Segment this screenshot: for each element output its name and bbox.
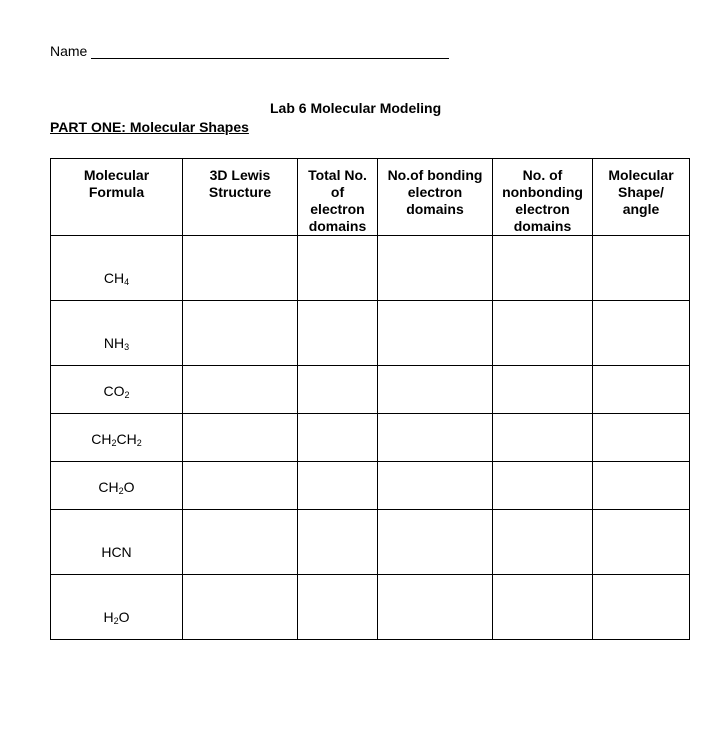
- formula-cell: [51, 236, 183, 301]
- answer-cell[interactable]: [378, 414, 493, 462]
- answer-cell[interactable]: [593, 301, 690, 366]
- answer-cell[interactable]: [593, 236, 690, 301]
- formula-text: [98, 479, 134, 509]
- answer-cell[interactable]: [378, 575, 493, 640]
- table-row: [51, 462, 690, 510]
- formula-cell: [51, 414, 183, 462]
- formula-part: O: [118, 609, 130, 625]
- table-header-row: [51, 159, 690, 236]
- answer-cell[interactable]: [493, 575, 593, 640]
- answer-cell[interactable]: [183, 462, 298, 510]
- answer-cell[interactable]: [493, 366, 593, 414]
- formula-subscript: 2: [113, 616, 119, 626]
- formula-part: CH: [116, 431, 137, 447]
- answer-cell[interactable]: [593, 366, 690, 414]
- answer-cell[interactable]: [298, 462, 378, 510]
- formula-cell: [51, 575, 183, 640]
- formula-part: O: [123, 479, 135, 495]
- formula-part: CH: [103, 270, 125, 286]
- formula-text: [104, 335, 129, 365]
- formula-cell: [51, 301, 183, 366]
- formula-text: [101, 544, 131, 574]
- answer-cell[interactable]: [493, 510, 593, 575]
- answer-cell[interactable]: [493, 301, 593, 366]
- formula-subscript: 2: [124, 390, 130, 400]
- column-header-line: domains: [308, 218, 367, 234]
- answer-cell[interactable]: [378, 366, 493, 414]
- answer-cell[interactable]: [378, 236, 493, 301]
- formula-subscript: 4: [124, 277, 130, 287]
- formula-subscript: 2: [136, 438, 142, 448]
- formula-part: CO: [103, 383, 125, 399]
- column-header: [298, 159, 378, 236]
- answer-cell[interactable]: [593, 462, 690, 510]
- column-header: [51, 159, 183, 236]
- column-header-line: electron: [515, 201, 570, 217]
- answer-cell[interactable]: [183, 366, 298, 414]
- formula-part: CH: [98, 479, 119, 495]
- column-header-line: No. of: [522, 167, 563, 183]
- column-header-line: Total No.: [308, 167, 367, 183]
- column-header-line: 3D Lewis: [209, 167, 271, 183]
- column-header-line: Formula: [88, 184, 145, 200]
- answer-cell[interactable]: [298, 414, 378, 462]
- formula-text: [104, 270, 129, 300]
- name-input-line[interactable]: [91, 42, 449, 59]
- formula-text: [91, 431, 142, 461]
- formula-cell: [51, 510, 183, 575]
- answer-cell[interactable]: [298, 575, 378, 640]
- answer-cell[interactable]: [493, 236, 593, 301]
- answer-cell[interactable]: [183, 301, 298, 366]
- column-header-line: domains: [406, 201, 464, 217]
- table-row: [51, 414, 690, 462]
- molecular-shapes-table: [50, 158, 690, 640]
- name-row: [50, 42, 449, 59]
- formula-text: [103, 609, 129, 639]
- table-row: [51, 236, 690, 301]
- answer-cell[interactable]: [183, 575, 298, 640]
- lab-title: Lab 6 Molecular Modeling: [270, 100, 442, 116]
- column-header-line: electron: [310, 201, 365, 217]
- answer-cell[interactable]: [493, 414, 593, 462]
- name-label: Name: [50, 43, 88, 59]
- answer-cell[interactable]: [378, 301, 493, 366]
- answer-cell[interactable]: [298, 510, 378, 575]
- answer-cell[interactable]: [593, 414, 690, 462]
- column-header: [378, 159, 493, 236]
- answer-cell[interactable]: [378, 510, 493, 575]
- column-header-line: electron: [407, 184, 463, 200]
- column-header-line: domains: [513, 218, 572, 234]
- column-header: [183, 159, 298, 236]
- column-header-line: Molecular: [608, 167, 674, 183]
- column-header-line: of: [330, 184, 345, 200]
- answer-cell[interactable]: [298, 236, 378, 301]
- formula-part: H: [103, 609, 114, 625]
- column-header: [493, 159, 593, 236]
- answer-cell[interactable]: [378, 462, 493, 510]
- formula-part: HCN: [101, 544, 132, 560]
- answer-cell[interactable]: [298, 301, 378, 366]
- table-row: [51, 301, 690, 366]
- answer-cell[interactable]: [298, 366, 378, 414]
- column-header-line: angle: [622, 201, 660, 217]
- column-header-line: Structure: [208, 184, 272, 200]
- formula-subscript: 2: [111, 438, 117, 448]
- answer-cell[interactable]: [183, 236, 298, 301]
- formula-subscript: 2: [118, 486, 124, 496]
- answer-cell[interactable]: [593, 510, 690, 575]
- answer-cell[interactable]: [493, 462, 593, 510]
- formula-subscript: 3: [124, 342, 130, 352]
- column-header: [593, 159, 690, 236]
- column-header-line: Molecular: [83, 167, 150, 183]
- column-header-line: No.of bonding: [387, 167, 483, 183]
- table-row: [51, 575, 690, 640]
- formula-part: NH: [103, 335, 125, 351]
- formula-cell: [51, 366, 183, 414]
- table-row: [51, 366, 690, 414]
- column-header-line: nonbonding: [502, 184, 583, 200]
- column-header-line: Shape/: [618, 184, 664, 200]
- formula-cell: [51, 462, 183, 510]
- answer-cell[interactable]: [183, 510, 298, 575]
- part-title: PART ONE: Molecular Shapes: [50, 119, 249, 135]
- formula-part: CH: [91, 431, 112, 447]
- formula-text: [103, 383, 129, 413]
- answer-cell[interactable]: [593, 575, 690, 640]
- answer-cell[interactable]: [183, 414, 298, 462]
- table-row: [51, 510, 690, 575]
